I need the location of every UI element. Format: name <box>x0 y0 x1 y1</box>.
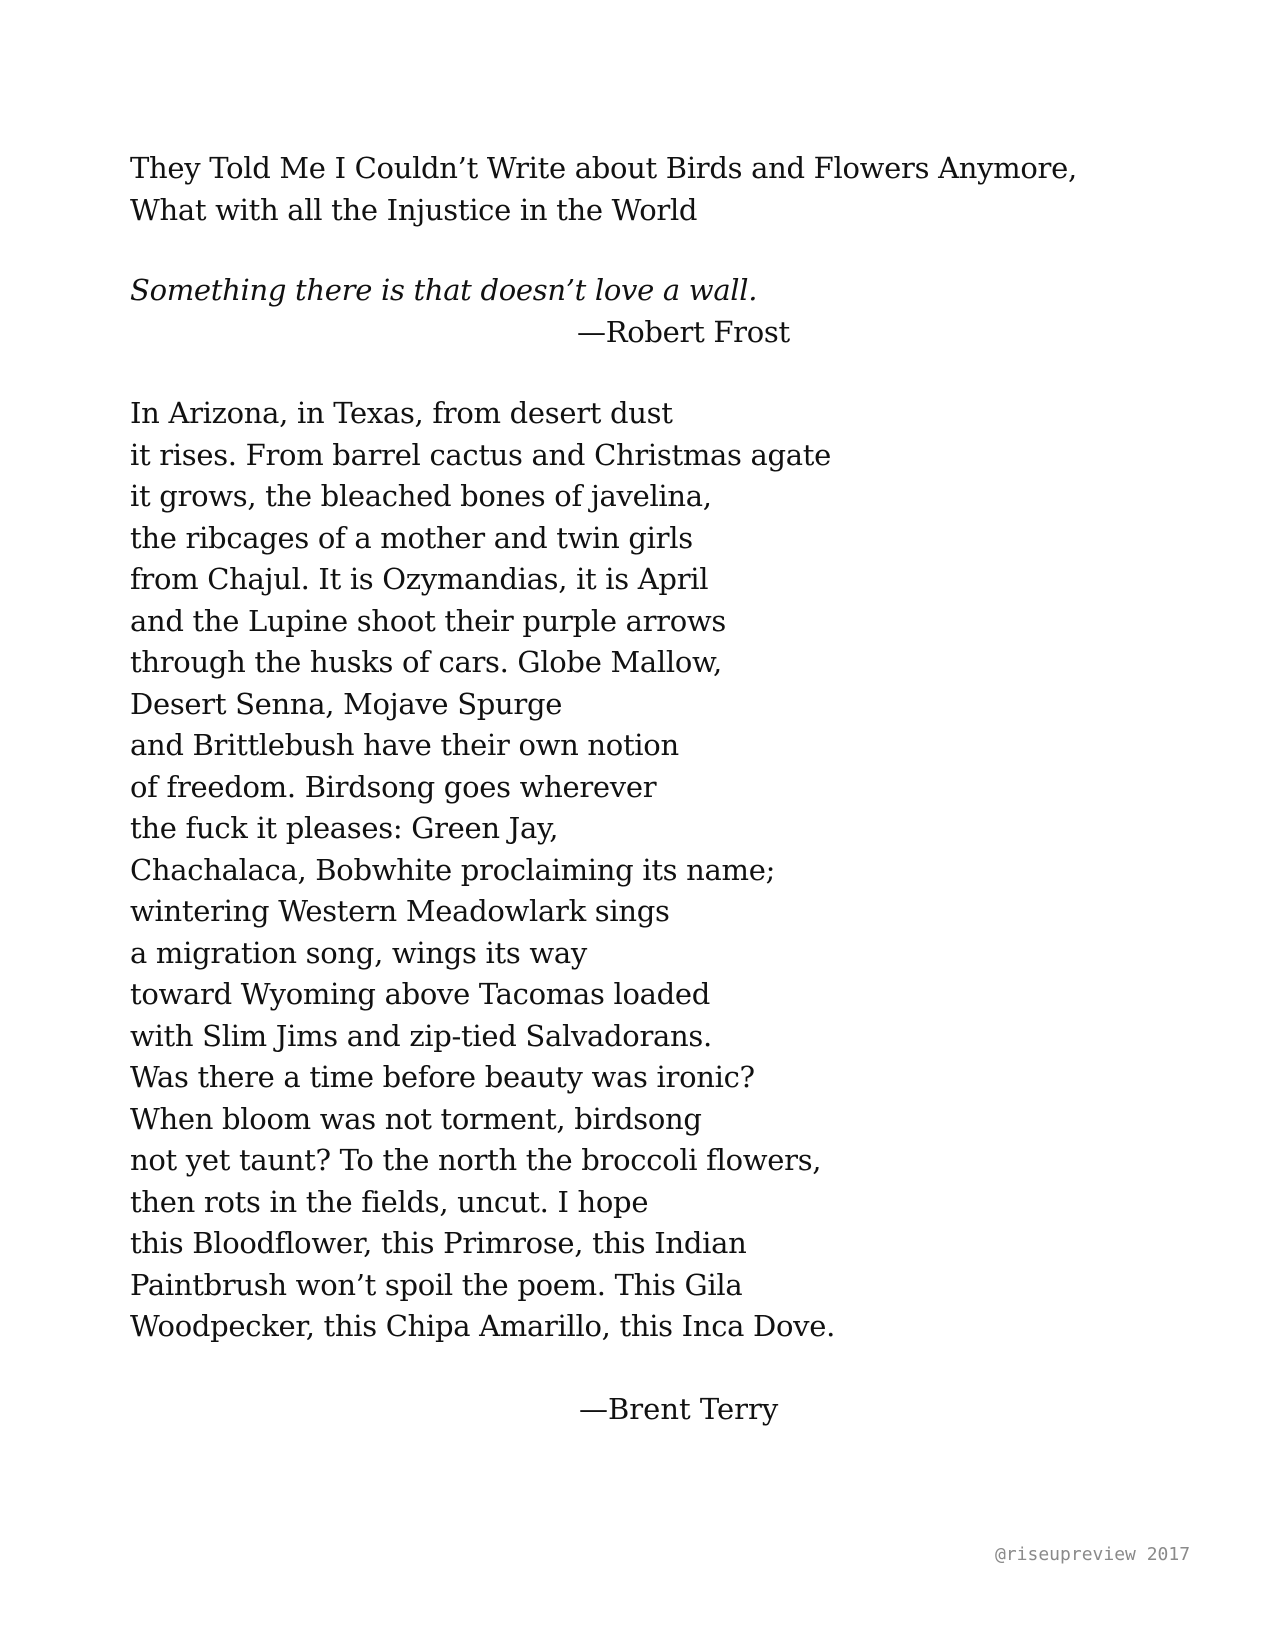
poem-line: and the Lupine shoot their purple arrows <box>130 603 726 638</box>
poem-line: through the husks of cars. Globe Mallow, <box>130 645 722 679</box>
poem-line: of freedom. Birdsong goes wherever <box>130 769 657 804</box>
poem-line: In Arizona, in Texas, from desert dust <box>130 396 673 430</box>
poem-line: toward Wyoming above Tacomas loaded <box>130 977 710 1011</box>
poem-line: it rises. From barrel cactus and Christmas agate <box>130 437 831 472</box>
poem-line: a migration song, wings its way <box>130 935 587 970</box>
poem-line: Desert Senna, Mojave Spurge <box>130 686 563 721</box>
poem-line: and Brittlebush have their own notion <box>130 728 679 762</box>
poem-line: Woodpecker, this Chipa Amarillo, this Inca Dove. <box>130 1309 836 1343</box>
poem-line: Chachalaca, Bobwhite proclaiming its name; <box>130 852 776 887</box>
poem-title-line-1: They Told Me I Couldn’t Write about Birds and Flowers Anymore, <box>130 151 1077 185</box>
poem-line: then rots in the fields, uncut. I hope <box>130 1184 649 1219</box>
poem-line: from Chajul. It is Ozymandias, it is April <box>130 562 709 596</box>
epigraph-quote: Something there is that doesn’t love a wall. <box>130 273 758 307</box>
poem-line: Paintbrush won’t spoil the poem. This Gila <box>130 1267 743 1302</box>
poem-line: with Slim Jims and zip-tied Salvadorans. <box>130 1018 712 1053</box>
poem-title-line-2: What with all the Injustice in the World <box>130 192 698 227</box>
epigraph-attribution: —Robert Frost <box>577 314 790 349</box>
epigraph <box>130 270 1130 353</box>
poem-line: the fuck it pleases: Green Jay, <box>130 811 559 845</box>
poem-line: it grows, the bleached bones of javelina, <box>130 479 712 513</box>
poem-line: wintering Western Meadowlark sings <box>130 894 670 928</box>
poem-line: this Bloodflower, this Primrose, this Indian <box>130 1226 747 1260</box>
poem-body <box>130 393 1130 1348</box>
poem-line: Was there a time before beauty was ironic? <box>130 1060 755 1094</box>
footer-credit: @riseupreview 2017 <box>995 1544 1191 1565</box>
poem-title <box>130 148 1180 231</box>
poem-line: not yet taunt? To the north the broccoli flowers, <box>130 1143 822 1177</box>
author-signature: —Brent Terry <box>579 1392 779 1426</box>
poem-line: the ribcages of a mother and twin girls <box>130 520 693 555</box>
poem-line: When bloom was not torment, birdsong <box>130 1101 702 1136</box>
